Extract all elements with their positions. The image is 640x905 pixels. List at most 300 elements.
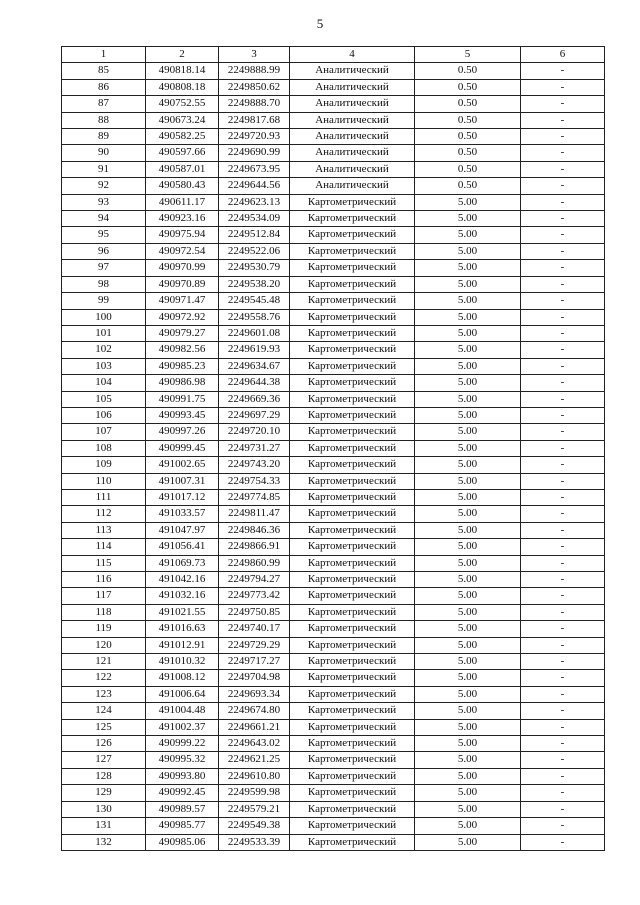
cell-accuracy: 5.00 [415, 194, 521, 210]
cell-accuracy: 5.00 [415, 637, 521, 653]
cell-y-coordinate: 2249579.21 [219, 801, 290, 817]
cell-description: - [521, 489, 605, 505]
header-row [62, 47, 605, 63]
cell-method: Аналитический [290, 129, 415, 145]
cell-point-number: 93 [62, 194, 146, 210]
cell-y-coordinate: 2249621.25 [219, 752, 290, 768]
cell-y-coordinate: 2249669.36 [219, 391, 290, 407]
cell-point-number: 92 [62, 178, 146, 194]
cell-y-coordinate: 2249538.20 [219, 276, 290, 292]
cell-x-coordinate: 491042.16 [146, 572, 219, 588]
cell-point-number: 85 [62, 63, 146, 79]
cell-method: Картометрический [290, 522, 415, 538]
table-row [62, 178, 605, 194]
cell-method: Картометрический [290, 276, 415, 292]
cell-description: - [521, 457, 605, 473]
cell-y-coordinate: 2249750.85 [219, 604, 290, 620]
cell-point-number: 124 [62, 703, 146, 719]
coordinates-table [61, 46, 605, 851]
cell-point-number: 114 [62, 539, 146, 555]
cell-y-coordinate: 2249817.68 [219, 112, 290, 128]
cell-x-coordinate: 491010.32 [146, 654, 219, 670]
cell-x-coordinate: 490975.94 [146, 227, 219, 243]
cell-method: Картометрический [290, 555, 415, 571]
cell-description: - [521, 260, 605, 276]
cell-description: - [521, 440, 605, 456]
cell-accuracy: 0.50 [415, 178, 521, 194]
cell-y-coordinate: 2249644.38 [219, 375, 290, 391]
cell-x-coordinate: 490597.66 [146, 145, 219, 161]
cell-x-coordinate: 490970.89 [146, 276, 219, 292]
cell-y-coordinate: 2249740.17 [219, 621, 290, 637]
cell-y-coordinate: 2249811.47 [219, 506, 290, 522]
table-row [62, 637, 605, 653]
cell-description: - [521, 539, 605, 555]
cell-x-coordinate: 490971.47 [146, 293, 219, 309]
cell-description: - [521, 736, 605, 752]
cell-x-coordinate: 490611.17 [146, 194, 219, 210]
cell-point-number: 103 [62, 358, 146, 374]
table-row [62, 768, 605, 784]
cell-point-number: 126 [62, 736, 146, 752]
cell-description: - [521, 407, 605, 423]
cell-y-coordinate: 2249794.27 [219, 572, 290, 588]
cell-method: Картометрический [290, 424, 415, 440]
cell-point-number: 87 [62, 96, 146, 112]
cell-y-coordinate: 2249558.76 [219, 309, 290, 325]
table-row [62, 719, 605, 735]
cell-method: Картометрический [290, 621, 415, 637]
cell-description: - [521, 604, 605, 620]
cell-description: - [521, 194, 605, 210]
table-row [62, 506, 605, 522]
cell-description: - [521, 801, 605, 817]
cell-accuracy: 5.00 [415, 457, 521, 473]
cell-x-coordinate: 490985.06 [146, 834, 219, 850]
cell-point-number: 88 [62, 112, 146, 128]
cell-accuracy: 5.00 [415, 424, 521, 440]
cell-method: Аналитический [290, 63, 415, 79]
cell-description: - [521, 276, 605, 292]
cell-method: Картометрический [290, 506, 415, 522]
cell-description: - [521, 473, 605, 489]
cell-method: Аналитический [290, 79, 415, 95]
cell-x-coordinate: 490972.54 [146, 243, 219, 259]
cell-y-coordinate: 2249549.38 [219, 818, 290, 834]
column-header-point-number: 1 [62, 47, 146, 63]
cell-description: - [521, 309, 605, 325]
table-row [62, 686, 605, 702]
cell-description: - [521, 834, 605, 850]
cell-x-coordinate: 490808.18 [146, 79, 219, 95]
cell-method: Аналитический [290, 145, 415, 161]
cell-accuracy: 5.00 [415, 293, 521, 309]
cell-accuracy: 5.00 [415, 375, 521, 391]
column-header-y-coordinate: 3 [219, 47, 290, 63]
table-row [62, 243, 605, 259]
cell-point-number: 91 [62, 161, 146, 177]
cell-description: - [521, 161, 605, 177]
cell-x-coordinate: 490982.56 [146, 342, 219, 358]
cell-x-coordinate: 491007.31 [146, 473, 219, 489]
cell-x-coordinate: 490986.98 [146, 375, 219, 391]
cell-y-coordinate: 2249720.93 [219, 129, 290, 145]
table-row [62, 539, 605, 555]
cell-accuracy: 5.00 [415, 211, 521, 227]
table-row [62, 63, 605, 79]
cell-description: - [521, 391, 605, 407]
cell-description: - [521, 342, 605, 358]
cell-point-number: 96 [62, 243, 146, 259]
cell-y-coordinate: 2249743.20 [219, 457, 290, 473]
cell-x-coordinate: 490580.43 [146, 178, 219, 194]
cell-y-coordinate: 2249512.84 [219, 227, 290, 243]
cell-method: Картометрический [290, 440, 415, 456]
cell-method: Картометрический [290, 293, 415, 309]
cell-x-coordinate: 490972.92 [146, 309, 219, 325]
cell-y-coordinate: 2249601.08 [219, 325, 290, 341]
table-row [62, 260, 605, 276]
cell-point-number: 95 [62, 227, 146, 243]
cell-method: Картометрический [290, 719, 415, 735]
cell-method: Аналитический [290, 178, 415, 194]
cell-method: Картометрический [290, 457, 415, 473]
cell-description: - [521, 785, 605, 801]
cell-point-number: 119 [62, 621, 146, 637]
cell-x-coordinate: 490989.57 [146, 801, 219, 817]
table-row [62, 654, 605, 670]
cell-method: Картометрический [290, 604, 415, 620]
cell-point-number: 125 [62, 719, 146, 735]
cell-method: Картометрический [290, 637, 415, 653]
table-row [62, 276, 605, 292]
cell-point-number: 105 [62, 391, 146, 407]
table-row [62, 309, 605, 325]
cell-y-coordinate: 2249533.39 [219, 834, 290, 850]
table-row [62, 621, 605, 637]
table-row [62, 736, 605, 752]
table-body [62, 63, 605, 851]
cell-x-coordinate: 490993.45 [146, 407, 219, 423]
table-row [62, 785, 605, 801]
table-row [62, 834, 605, 850]
cell-description: - [521, 752, 605, 768]
table-row [62, 293, 605, 309]
cell-x-coordinate: 490923.16 [146, 211, 219, 227]
cell-description: - [521, 670, 605, 686]
cell-method: Картометрический [290, 260, 415, 276]
table-row [62, 325, 605, 341]
cell-y-coordinate: 2249661.21 [219, 719, 290, 735]
cell-description: - [521, 654, 605, 670]
cell-description: - [521, 637, 605, 653]
cell-accuracy: 5.00 [415, 325, 521, 341]
cell-y-coordinate: 2249644.56 [219, 178, 290, 194]
cell-accuracy: 5.00 [415, 243, 521, 259]
cell-y-coordinate: 2249774.85 [219, 489, 290, 505]
cell-method: Аналитический [290, 161, 415, 177]
cell-accuracy: 5.00 [415, 539, 521, 555]
cell-point-number: 123 [62, 686, 146, 702]
cell-accuracy: 5.00 [415, 473, 521, 489]
cell-point-number: 97 [62, 260, 146, 276]
cell-description: - [521, 768, 605, 784]
cell-point-number: 132 [62, 834, 146, 850]
cell-x-coordinate: 491002.37 [146, 719, 219, 735]
cell-accuracy: 5.00 [415, 818, 521, 834]
cell-accuracy: 5.00 [415, 621, 521, 637]
cell-y-coordinate: 2249888.99 [219, 63, 290, 79]
cell-point-number: 116 [62, 572, 146, 588]
cell-x-coordinate: 490993.80 [146, 768, 219, 784]
column-header-method: 4 [290, 47, 415, 63]
cell-x-coordinate: 491002.65 [146, 457, 219, 473]
cell-x-coordinate: 490999.22 [146, 736, 219, 752]
cell-point-number: 110 [62, 473, 146, 489]
table-row [62, 818, 605, 834]
cell-x-coordinate: 491006.64 [146, 686, 219, 702]
cell-accuracy: 5.00 [415, 785, 521, 801]
cell-accuracy: 5.00 [415, 654, 521, 670]
cell-x-coordinate: 490995.32 [146, 752, 219, 768]
cell-x-coordinate: 490997.26 [146, 424, 219, 440]
table-row [62, 572, 605, 588]
table-row [62, 129, 605, 145]
cell-x-coordinate: 490818.14 [146, 63, 219, 79]
cell-description: - [521, 572, 605, 588]
cell-point-number: 102 [62, 342, 146, 358]
cell-accuracy: 5.00 [415, 309, 521, 325]
table-row [62, 112, 605, 128]
cell-method: Картометрический [290, 686, 415, 702]
cell-x-coordinate: 491012.91 [146, 637, 219, 653]
cell-description: - [521, 588, 605, 604]
cell-method: Картометрический [290, 670, 415, 686]
cell-y-coordinate: 2249623.13 [219, 194, 290, 210]
cell-y-coordinate: 2249717.27 [219, 654, 290, 670]
cell-x-coordinate: 490991.75 [146, 391, 219, 407]
cell-accuracy: 5.00 [415, 407, 521, 423]
cell-description: - [521, 424, 605, 440]
cell-method: Картометрический [290, 654, 415, 670]
cell-y-coordinate: 2249731.27 [219, 440, 290, 456]
cell-point-number: 90 [62, 145, 146, 161]
cell-y-coordinate: 2249610.80 [219, 768, 290, 784]
table-row [62, 588, 605, 604]
cell-method: Картометрический [290, 211, 415, 227]
cell-y-coordinate: 2249545.48 [219, 293, 290, 309]
cell-method: Картометрический [290, 539, 415, 555]
cell-x-coordinate: 491008.12 [146, 670, 219, 686]
cell-y-coordinate: 2249888.70 [219, 96, 290, 112]
cell-x-coordinate: 490970.99 [146, 260, 219, 276]
cell-method: Картометрический [290, 768, 415, 784]
cell-point-number: 107 [62, 424, 146, 440]
cell-y-coordinate: 2249866.91 [219, 539, 290, 555]
cell-x-coordinate: 491017.12 [146, 489, 219, 505]
cell-point-number: 101 [62, 325, 146, 341]
cell-description: - [521, 211, 605, 227]
cell-x-coordinate: 491016.63 [146, 621, 219, 637]
cell-point-number: 106 [62, 407, 146, 423]
page-number: 5 [316, 16, 324, 31]
cell-y-coordinate: 2249674.80 [219, 703, 290, 719]
cell-point-number: 98 [62, 276, 146, 292]
column-header-accuracy: 5 [415, 47, 521, 63]
cell-point-number: 94 [62, 211, 146, 227]
table-row [62, 161, 605, 177]
cell-y-coordinate: 2249673.95 [219, 161, 290, 177]
cell-description: - [521, 112, 605, 128]
cell-accuracy: 5.00 [415, 260, 521, 276]
table-row [62, 473, 605, 489]
table-row [62, 358, 605, 374]
column-header-x-coordinate: 2 [146, 47, 219, 63]
table-row [62, 194, 605, 210]
cell-y-coordinate: 2249643.02 [219, 736, 290, 752]
cell-x-coordinate: 491004.48 [146, 703, 219, 719]
cell-description: - [521, 506, 605, 522]
cell-method: Картометрический [290, 752, 415, 768]
cell-y-coordinate: 2249534.09 [219, 211, 290, 227]
cell-accuracy: 5.00 [415, 555, 521, 571]
table-row [62, 145, 605, 161]
cell-description: - [521, 358, 605, 374]
cell-y-coordinate: 2249619.93 [219, 342, 290, 358]
cell-method: Картометрический [290, 375, 415, 391]
table-row [62, 407, 605, 423]
cell-accuracy: 5.00 [415, 227, 521, 243]
cell-method: Картометрический [290, 588, 415, 604]
cell-description: - [521, 129, 605, 145]
cell-y-coordinate: 2249850.62 [219, 79, 290, 95]
cell-method: Аналитический [290, 96, 415, 112]
cell-description: - [521, 243, 605, 259]
cell-point-number: 112 [62, 506, 146, 522]
cell-method: Картометрический [290, 473, 415, 489]
table-header [62, 47, 605, 63]
cell-accuracy: 5.00 [415, 670, 521, 686]
cell-point-number: 121 [62, 654, 146, 670]
cell-point-number: 131 [62, 818, 146, 834]
cell-x-coordinate: 490985.77 [146, 818, 219, 834]
cell-point-number: 111 [62, 489, 146, 505]
cell-accuracy: 5.00 [415, 768, 521, 784]
cell-method: Картометрический [290, 309, 415, 325]
cell-method: Картометрический [290, 818, 415, 834]
cell-point-number: 109 [62, 457, 146, 473]
table-row [62, 457, 605, 473]
cell-x-coordinate: 490587.01 [146, 161, 219, 177]
cell-description: - [521, 555, 605, 571]
cell-accuracy: 5.00 [415, 572, 521, 588]
cell-method: Картометрический [290, 703, 415, 719]
cell-accuracy: 5.00 [415, 276, 521, 292]
table-row [62, 96, 605, 112]
cell-y-coordinate: 2249846.36 [219, 522, 290, 538]
cell-description: - [521, 293, 605, 309]
cell-description: - [521, 79, 605, 95]
cell-x-coordinate: 490673.24 [146, 112, 219, 128]
cell-accuracy: 5.00 [415, 736, 521, 752]
table-row [62, 801, 605, 817]
cell-point-number: 104 [62, 375, 146, 391]
table-row [62, 752, 605, 768]
cell-point-number: 120 [62, 637, 146, 653]
cell-accuracy: 5.00 [415, 358, 521, 374]
cell-point-number: 117 [62, 588, 146, 604]
cell-point-number: 100 [62, 309, 146, 325]
cell-y-coordinate: 2249704.98 [219, 670, 290, 686]
table-row [62, 79, 605, 95]
cell-point-number: 99 [62, 293, 146, 309]
cell-accuracy: 5.00 [415, 686, 521, 702]
cell-description: - [521, 686, 605, 702]
cell-y-coordinate: 2249773.42 [219, 588, 290, 604]
table-row [62, 522, 605, 538]
cell-accuracy: 0.50 [415, 63, 521, 79]
cell-x-coordinate: 490979.27 [146, 325, 219, 341]
cell-x-coordinate: 490999.45 [146, 440, 219, 456]
cell-description: - [521, 96, 605, 112]
cell-point-number: 108 [62, 440, 146, 456]
cell-y-coordinate: 2249697.29 [219, 407, 290, 423]
table-row [62, 670, 605, 686]
table-row [62, 555, 605, 571]
table-row [62, 391, 605, 407]
cell-accuracy: 0.50 [415, 112, 521, 128]
table-row [62, 375, 605, 391]
cell-y-coordinate: 2249729.29 [219, 637, 290, 653]
cell-method: Картометрический [290, 407, 415, 423]
cell-accuracy: 5.00 [415, 522, 521, 538]
cell-y-coordinate: 2249754.33 [219, 473, 290, 489]
cell-point-number: 128 [62, 768, 146, 784]
cell-accuracy: 5.00 [415, 834, 521, 850]
cell-description: - [521, 719, 605, 735]
cell-method: Картометрический [290, 325, 415, 341]
cell-accuracy: 5.00 [415, 703, 521, 719]
cell-method: Картометрический [290, 489, 415, 505]
cell-x-coordinate: 491021.55 [146, 604, 219, 620]
cell-accuracy: 5.00 [415, 752, 521, 768]
cell-description: - [521, 522, 605, 538]
cell-point-number: 122 [62, 670, 146, 686]
cell-accuracy: 5.00 [415, 342, 521, 358]
cell-description: - [521, 325, 605, 341]
cell-method: Картометрический [290, 194, 415, 210]
cell-accuracy: 0.50 [415, 79, 521, 95]
cell-accuracy: 5.00 [415, 506, 521, 522]
cell-accuracy: 5.00 [415, 604, 521, 620]
cell-y-coordinate: 2249522.06 [219, 243, 290, 259]
cell-x-coordinate: 490752.55 [146, 96, 219, 112]
cell-y-coordinate: 2249530.79 [219, 260, 290, 276]
cell-method: Картометрический [290, 342, 415, 358]
cell-y-coordinate: 2249599.98 [219, 785, 290, 801]
cell-method: Картометрический [290, 227, 415, 243]
cell-description: - [521, 145, 605, 161]
table-row [62, 424, 605, 440]
cell-method: Картометрический [290, 785, 415, 801]
cell-accuracy: 5.00 [415, 391, 521, 407]
cell-accuracy: 0.50 [415, 96, 521, 112]
table-row [62, 211, 605, 227]
cell-method: Картометрический [290, 834, 415, 850]
cell-y-coordinate: 2249720.10 [219, 424, 290, 440]
table-row [62, 342, 605, 358]
table-row [62, 489, 605, 505]
